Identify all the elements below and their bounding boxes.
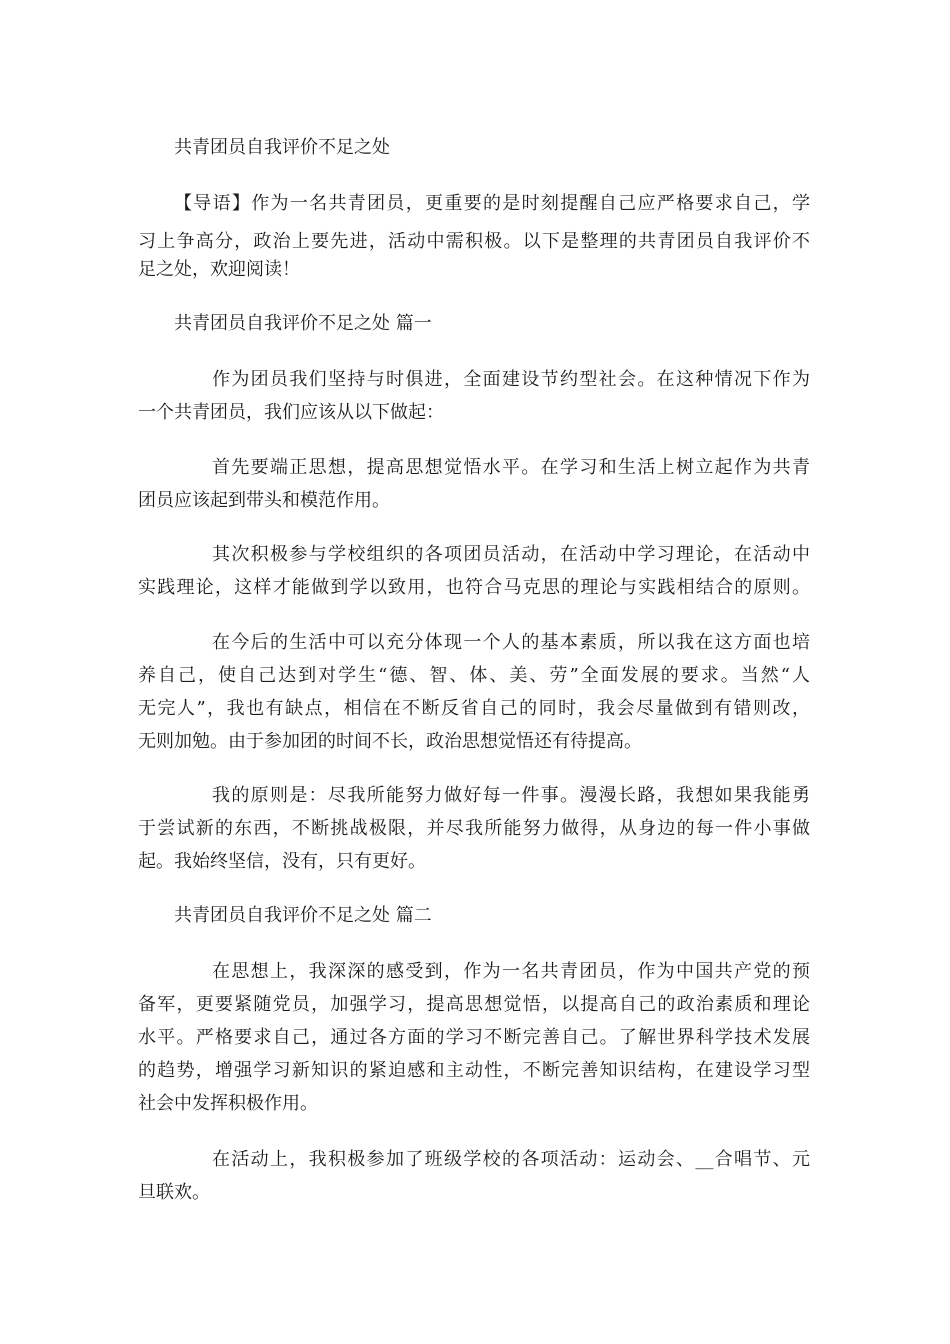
paragraph-line: 其次积极参与学校组织的各项团员活动，在活动中学习理论，在活动中 <box>212 544 810 565</box>
paragraph-line: 旦联欢。 <box>138 1182 210 1203</box>
paragraph-line: 团员应该起到带头和模范作用。 <box>138 490 390 511</box>
paragraph-line: 养自己，使自己达到对学生“德、智、体、美、劳”全面发展的要求。当然“人 <box>138 665 810 686</box>
paragraph-line: 备军，更要紧随党员，加强学习，提高思想觉悟，以提高自己的政治素质和理论 <box>138 994 810 1015</box>
paragraph-line: 水平。严格要求自己，通过各方面的学习不断完善自己。了解世界科学技术发展 <box>138 1027 810 1048</box>
paragraph-line: 作为团员我们坚持与时俱进，全面建设节约型社会。在这种情况下作为 <box>212 369 810 390</box>
section-heading-1: 共青团员自我评价不足之处 篇一 <box>174 313 432 334</box>
paragraph-line: 在活动上，我积极参加了班级学校的各项活动：运动会、__合唱节、元 <box>212 1149 810 1170</box>
paragraph-line: 一个共青团员，我们应该从以下做起： <box>138 402 444 423</box>
paragraph-line: 起。我始终坚信，没有，只有更好。 <box>138 851 426 872</box>
intro-line: 足之处，欢迎阅读！ <box>138 259 300 280</box>
paragraph-line: 在今后的生活中可以充分体现一个人的基本素质，所以我在这方面也培 <box>212 632 810 653</box>
intro-line: 习上争高分，政治上要先进，活动中需积极。以下是整理的共青团员自我评价不 <box>138 231 810 252</box>
paragraph-line: 的趋势，增强学习新知识的紧迫感和主动性，不断完善知识结构，在建设学习型 <box>138 1060 810 1081</box>
paragraph-line: 首先要端正思想，提高思想觉悟水平。在学习和生活上树立起作为共青 <box>212 457 810 478</box>
section-heading-2: 共青团员自我评价不足之处 篇二 <box>174 905 432 926</box>
paragraph-line: 我的原则是：尽我所能努力做好每一件事。漫漫长路，我想如果我能勇 <box>212 785 810 806</box>
paragraph-line: 于尝试新的东西，不断挑战极限，并尽我所能努力做得，从身边的每一件小事做 <box>138 818 810 839</box>
doc-title: 共青团员自我评价不足之处 <box>174 137 390 158</box>
paragraph-line: 无则加勉。由于参加团的时间不长，政治思想觉悟还有待提高。 <box>138 731 642 752</box>
intro-line: 【导语】作为一名共青团员，更重要的是时刻提醒自己应严格要求自己，学 <box>174 193 810 214</box>
paragraph-line: 社会中发挥积极作用。 <box>138 1093 318 1114</box>
paragraph-line: 在思想上，我深深的感受到，作为一名共青团员，作为中国共产党的预 <box>212 961 810 982</box>
paragraph-line: 实践理论，这样才能做到学以致用，也符合马克思的理论与实践相结合的原则。 <box>138 577 810 598</box>
paragraph-line: 无完人”，我也有缺点，相信在不断反省自己的同时，我会尽量做到有错则改， <box>138 698 810 719</box>
